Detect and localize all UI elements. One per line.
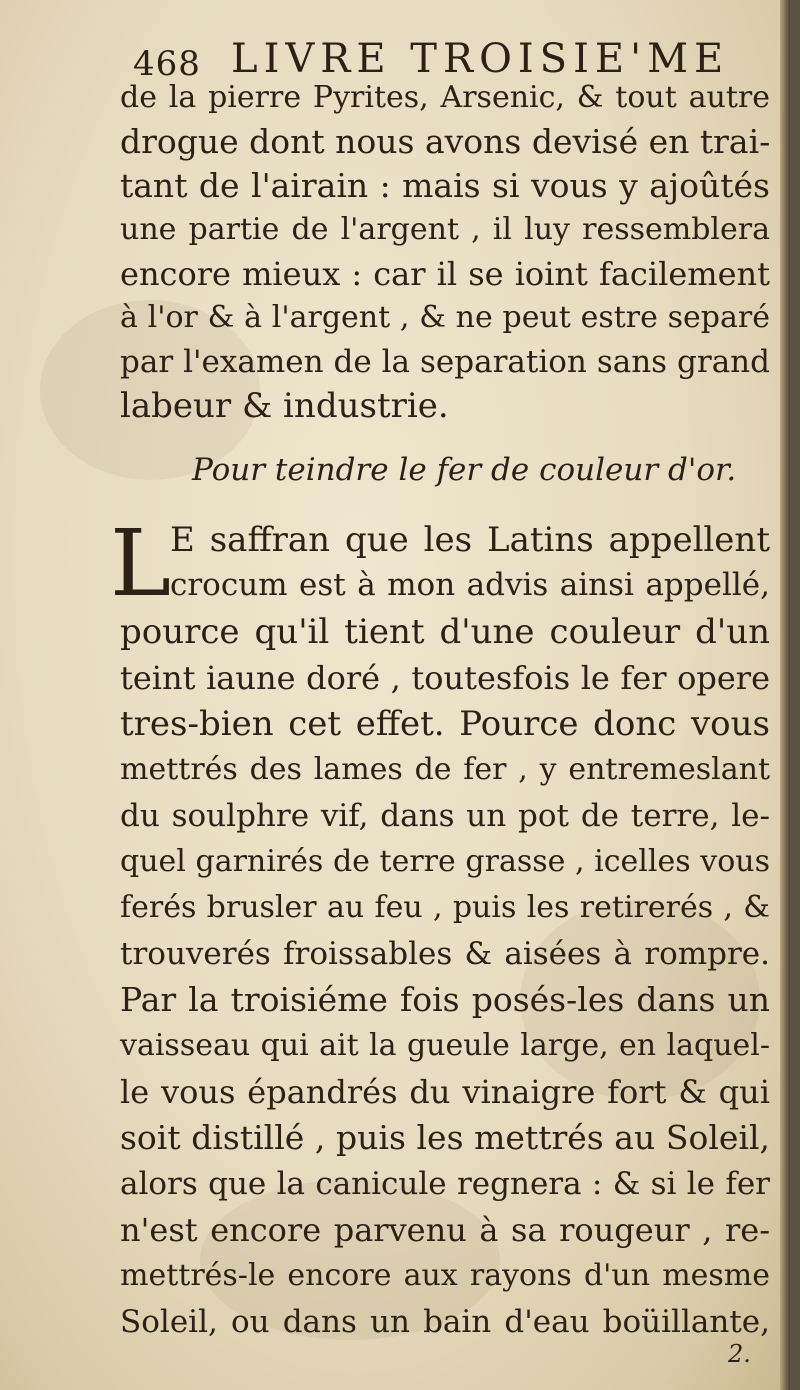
text-line: Par la troisiéme fois posés-les dans un <box>120 980 770 1019</box>
text-line: trouverés froissables & aisées à rompre. <box>120 936 770 972</box>
text-line: à l'or & à l'argent , & ne peut estre separé <box>120 300 770 335</box>
text-line: alors que la canicule regnera : & si le fer <box>120 1166 770 1202</box>
catchword: 2. <box>728 1340 751 1368</box>
running-title: LIVRE TROISIE'ME <box>231 36 730 82</box>
page-number: 468 <box>133 44 201 84</box>
text-line: crocum est à mon advis ainsi appellé, <box>170 567 770 603</box>
text-line: ferés brusler au feu , puis les retirerés , & <box>120 890 770 925</box>
text-line: le vous épandrés du vinaigre fort & qui <box>120 1073 770 1111</box>
text-line: Soleil, ou dans un bain d'eau boüillante, <box>120 1304 770 1340</box>
text-line: du soulphre vif, dans un pot de terre, le- <box>120 798 770 834</box>
text-line: drogue dont nous avons devisé en trai- <box>120 122 771 161</box>
text-line: soit distillé , puis les mettrés au Soleil, <box>120 1118 770 1157</box>
text-line: pource qu'il tient d'une couleur d'un <box>120 612 770 652</box>
text-line: tant de l'airain : mais si vous y ajoûtés <box>120 166 770 205</box>
text-line: de la pierre Pyrites, Arsenic, & tout autre <box>120 80 770 115</box>
text-line: vaisseau qui ait la gueule large, en laquel- <box>120 1028 770 1063</box>
text-line: tres-bien cet effet. Pource donc vous <box>120 704 770 744</box>
text-line: n'est encore parvenu à sa rougeur , re- <box>120 1211 770 1249</box>
text-line: teint iaune doré , toutesfois le fer opere <box>120 659 770 697</box>
text-line: par l'examen de la separation sans grand <box>120 344 770 380</box>
text-line: mettrés-le encore aux rayons d'un mesme <box>120 1258 770 1293</box>
text-line: E saffran que les Latins appellent <box>170 520 770 560</box>
text-line: mettrés des lames de fer , y entremeslant <box>120 752 770 787</box>
text-line: quel garnirés de terre grasse , icelles vous <box>120 844 770 879</box>
text-line: encore mieux : car il se ioint facilement <box>120 255 770 293</box>
drop-cap: L <box>110 510 172 617</box>
section-heading: Pour teindre le fer de couleur d'or. <box>192 452 737 488</box>
text-line: labeur & industrie. <box>120 386 449 426</box>
text-line: une partie de l'argent , il luy ressemblera <box>120 212 770 247</box>
